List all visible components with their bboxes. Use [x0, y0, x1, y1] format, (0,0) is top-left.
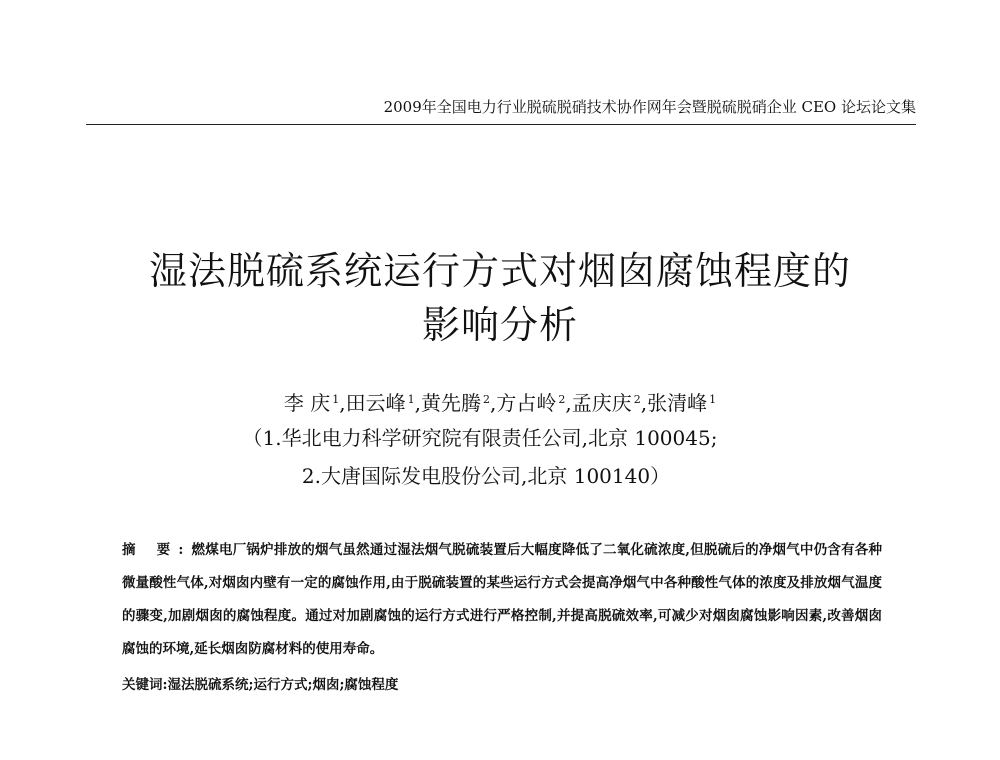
author-list: [0, 386, 1000, 417]
author-separator: ,: [640, 391, 648, 415]
keywords-label: 关键词:: [122, 677, 168, 693]
header-rule: [86, 124, 916, 125]
keywords: [122, 674, 882, 696]
author-3: [421, 391, 490, 415]
author-affiliation-mark: 1: [709, 393, 717, 406]
author-name: 方占岭: [496, 391, 557, 415]
author-separator: ,: [414, 391, 421, 415]
paper-title-line-2: 影响分析: [421, 303, 578, 347]
author-5: [572, 391, 641, 415]
affiliation-line-1: （1.华北电力科学研究院有限责任公司,北京 100045;: [242, 426, 718, 450]
author-affiliation-mark: 1: [407, 393, 415, 406]
paper-title-line-1: 湿法脱硫系统运行方式对烟囱腐蚀程度的: [148, 249, 851, 293]
author-separator: ,: [565, 391, 572, 415]
keywords-text: 湿法脱硫系统;运行方式;烟囱;腐蚀程度: [167, 677, 399, 693]
author-affiliation-mark: 2: [483, 393, 490, 406]
author-name: 黄先腾: [421, 391, 481, 415]
author-affiliation-mark: 2: [633, 393, 641, 406]
author-separator: ,: [490, 391, 497, 415]
abstract: [122, 534, 882, 666]
author-separator: ,: [339, 391, 346, 415]
author-name: 孟庆庆: [571, 391, 632, 415]
author-name: 张清峰: [647, 391, 708, 415]
author-6: [647, 391, 716, 415]
author-1: [284, 391, 339, 415]
author-name: 李 庆: [283, 391, 331, 415]
author-2: [346, 391, 415, 415]
abstract-label: 摘 要:: [122, 542, 192, 558]
author-name: 田云峰: [345, 391, 406, 415]
affiliation-line-2: 2.大唐国际发电股份公司,北京 100140）: [301, 464, 671, 488]
author-affiliation-mark: 2: [558, 393, 566, 406]
running-header: 2009年全国电力行业脱硫脱硝技术协作网年会暨脱硫脱硝企业 CEO 论坛论文集: [383, 98, 916, 116]
abstract-text: 燃煤电厂锅炉排放的烟气虽然通过湿法烟气脱硫装置后大幅度降低了二氧化硫浓度,但脱硫后的净烟气中仍含有各种微量酸性气体,对烟囱内壁有一定的腐蚀作用,由于脱硫装置的某些运行方式会提高净烟气中各种酸性气体的浓度及排放烟气温度的骤变,加剧烟囱的腐蚀程度。通过对加剧腐蚀的运行方式进行严格控制,并提高脱硫效率,可减少对烟囱腐蚀影响因素,改善烟囱腐蚀的环境,延长烟囱防腐材料的使用寿命。: [122, 542, 883, 657]
author-affiliation-mark: 1: [332, 393, 340, 406]
author-4: [496, 391, 565, 415]
